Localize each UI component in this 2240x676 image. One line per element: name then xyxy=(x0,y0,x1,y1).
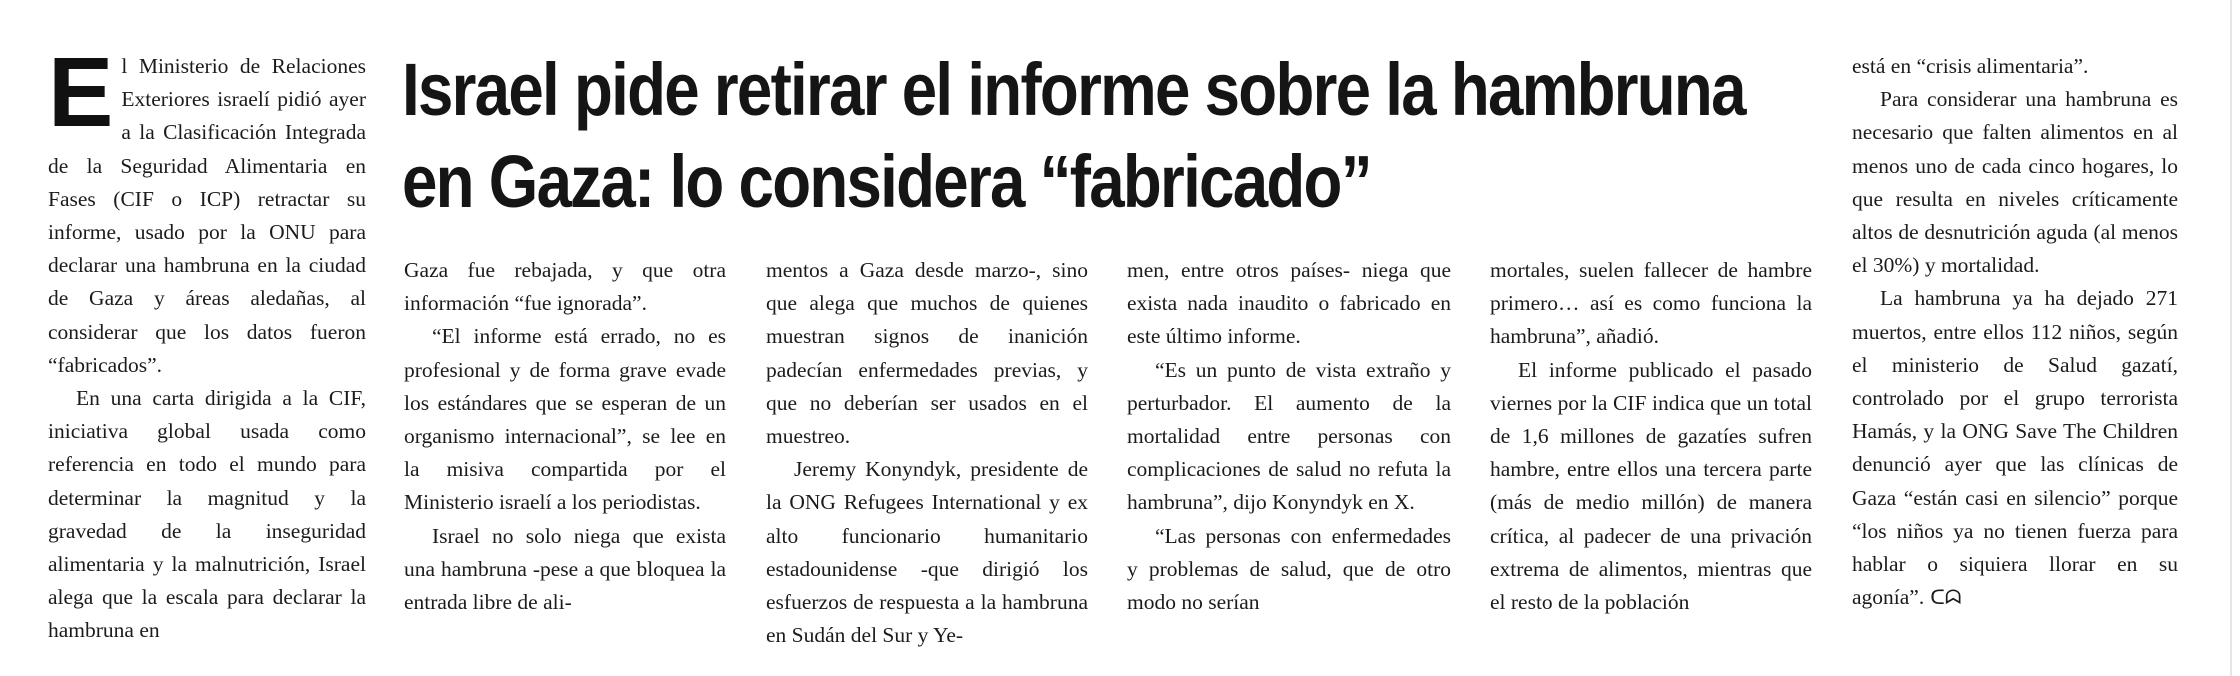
paragraph xyxy=(1852,282,2178,614)
paragraph: “El informe está errado, no es profesional y de forma grave evade los estándares que se esperan de un organismo internacional”, se lee en la misiva compartida por el Ministerio israelí a los periodistas. xyxy=(404,324,726,515)
paragraph: Israel no solo niega que exista una hambruna -pese a que bloquea la entrada libre de ali- xyxy=(404,523,726,615)
text-column-1 xyxy=(48,37,366,648)
paragraph: mortales, suelen fallecer de hambre primero… así es como funciona la hambruna”, añadió. xyxy=(1490,258,1812,349)
text-column-5 xyxy=(1490,254,1812,619)
paragraph: El informe publicado el pasado viernes por la CIF indica que un total de 1,6 millones de gazatíes sufren hambre, entre ellos una tercera parte (más de medio millón) de manera crítica, al padecer de una privación extrema de alimentos, mientras que el resto de la población xyxy=(1490,357,1812,615)
paragraph-text: La hambruna ya ha dejado 271 muertos, entre ellos 112 niños, según el ministerio de Salud gazatí, controlado por el grupo terrorista Hamás, y la ONG Save The Children denunció ayer que las clínicas de Gaza “están casi en silencio” porque “los niños ya no tienen fuerza para hablar o siquiera llorar en su agonía”. xyxy=(1852,286,2178,610)
text-column-2 xyxy=(404,254,726,619)
paragraph: Gaza fue rebajada, y que otra información “fue ignorada”. xyxy=(404,258,726,316)
paragraph: En una carta dirigida a la CIF, iniciativa global usada como referencia en todo el mundo para determinar la magnitud y la gravedad de la inseguridad alimentaria y la malnutrición, Israel alega que la escala para declarar la hambruna en xyxy=(48,386,366,643)
page-edge-rule xyxy=(2230,0,2232,676)
headline: Israel pide retirar el informe sobre la hambruna en Gaza: lo considera “fabricado” xyxy=(402,48,1745,223)
paragraph: Para considerar una hambruna es necesario que falten alimentos en al menos uno de cada cinco hogares, lo que resulta en niveles críticamente altos de desnutrición aguda (al menos el 30%) y mortalidad. xyxy=(1852,87,2178,278)
end-of-article-icon: ᑕᗣ xyxy=(1930,585,1962,610)
paragraph: Jeremy Konyndyk, presidente de la ONG Refugees International y ex alto funcionario humanitario estadounidense -que dirigió los esfuerzos de respuesta a la hambruna en Sudán del Sur y Ye- xyxy=(766,457,1088,648)
paragraph xyxy=(48,37,366,382)
paragraph-text: l Ministerio de Relaciones Exteriores israelí pidió ayer a la Clasificación Integrada de la Seguridad Alimentaria en Fases (CIF o ICP) retractar su informe, usado por la ONU para declarar una hambruna en la ciudad de Gaza y áreas aledañas, al considerar que los datos fueron “fabricados”. xyxy=(48,54,366,377)
drop-cap: E xyxy=(48,37,114,147)
text-column-4 xyxy=(1127,254,1451,619)
paragraph: mentos a Gaza desde marzo-, sino que alega que muchos de quienes muestran signos de inanición padecían enfermedades previas, y que no deberían ser usados en el muestreo. xyxy=(766,258,1088,449)
paragraph: men, entre otros países- niega que exista nada inaudito o fabricado en este último informe. xyxy=(1127,258,1451,349)
text-column-3 xyxy=(766,254,1088,652)
paragraph: “Las personas con enfermedades y problemas de salud, que de otro modo no serían xyxy=(1127,523,1451,615)
text-column-6 xyxy=(1852,50,2178,614)
paragraph: “Es un punto de vista extraño y perturbador. El aumento de la mortalidad entre personas con complicaciones de salud no refuta la hambruna”, dijo Konyndyk en X. xyxy=(1127,357,1451,515)
paragraph: está en “crisis alimentaria”. xyxy=(1852,54,2089,78)
